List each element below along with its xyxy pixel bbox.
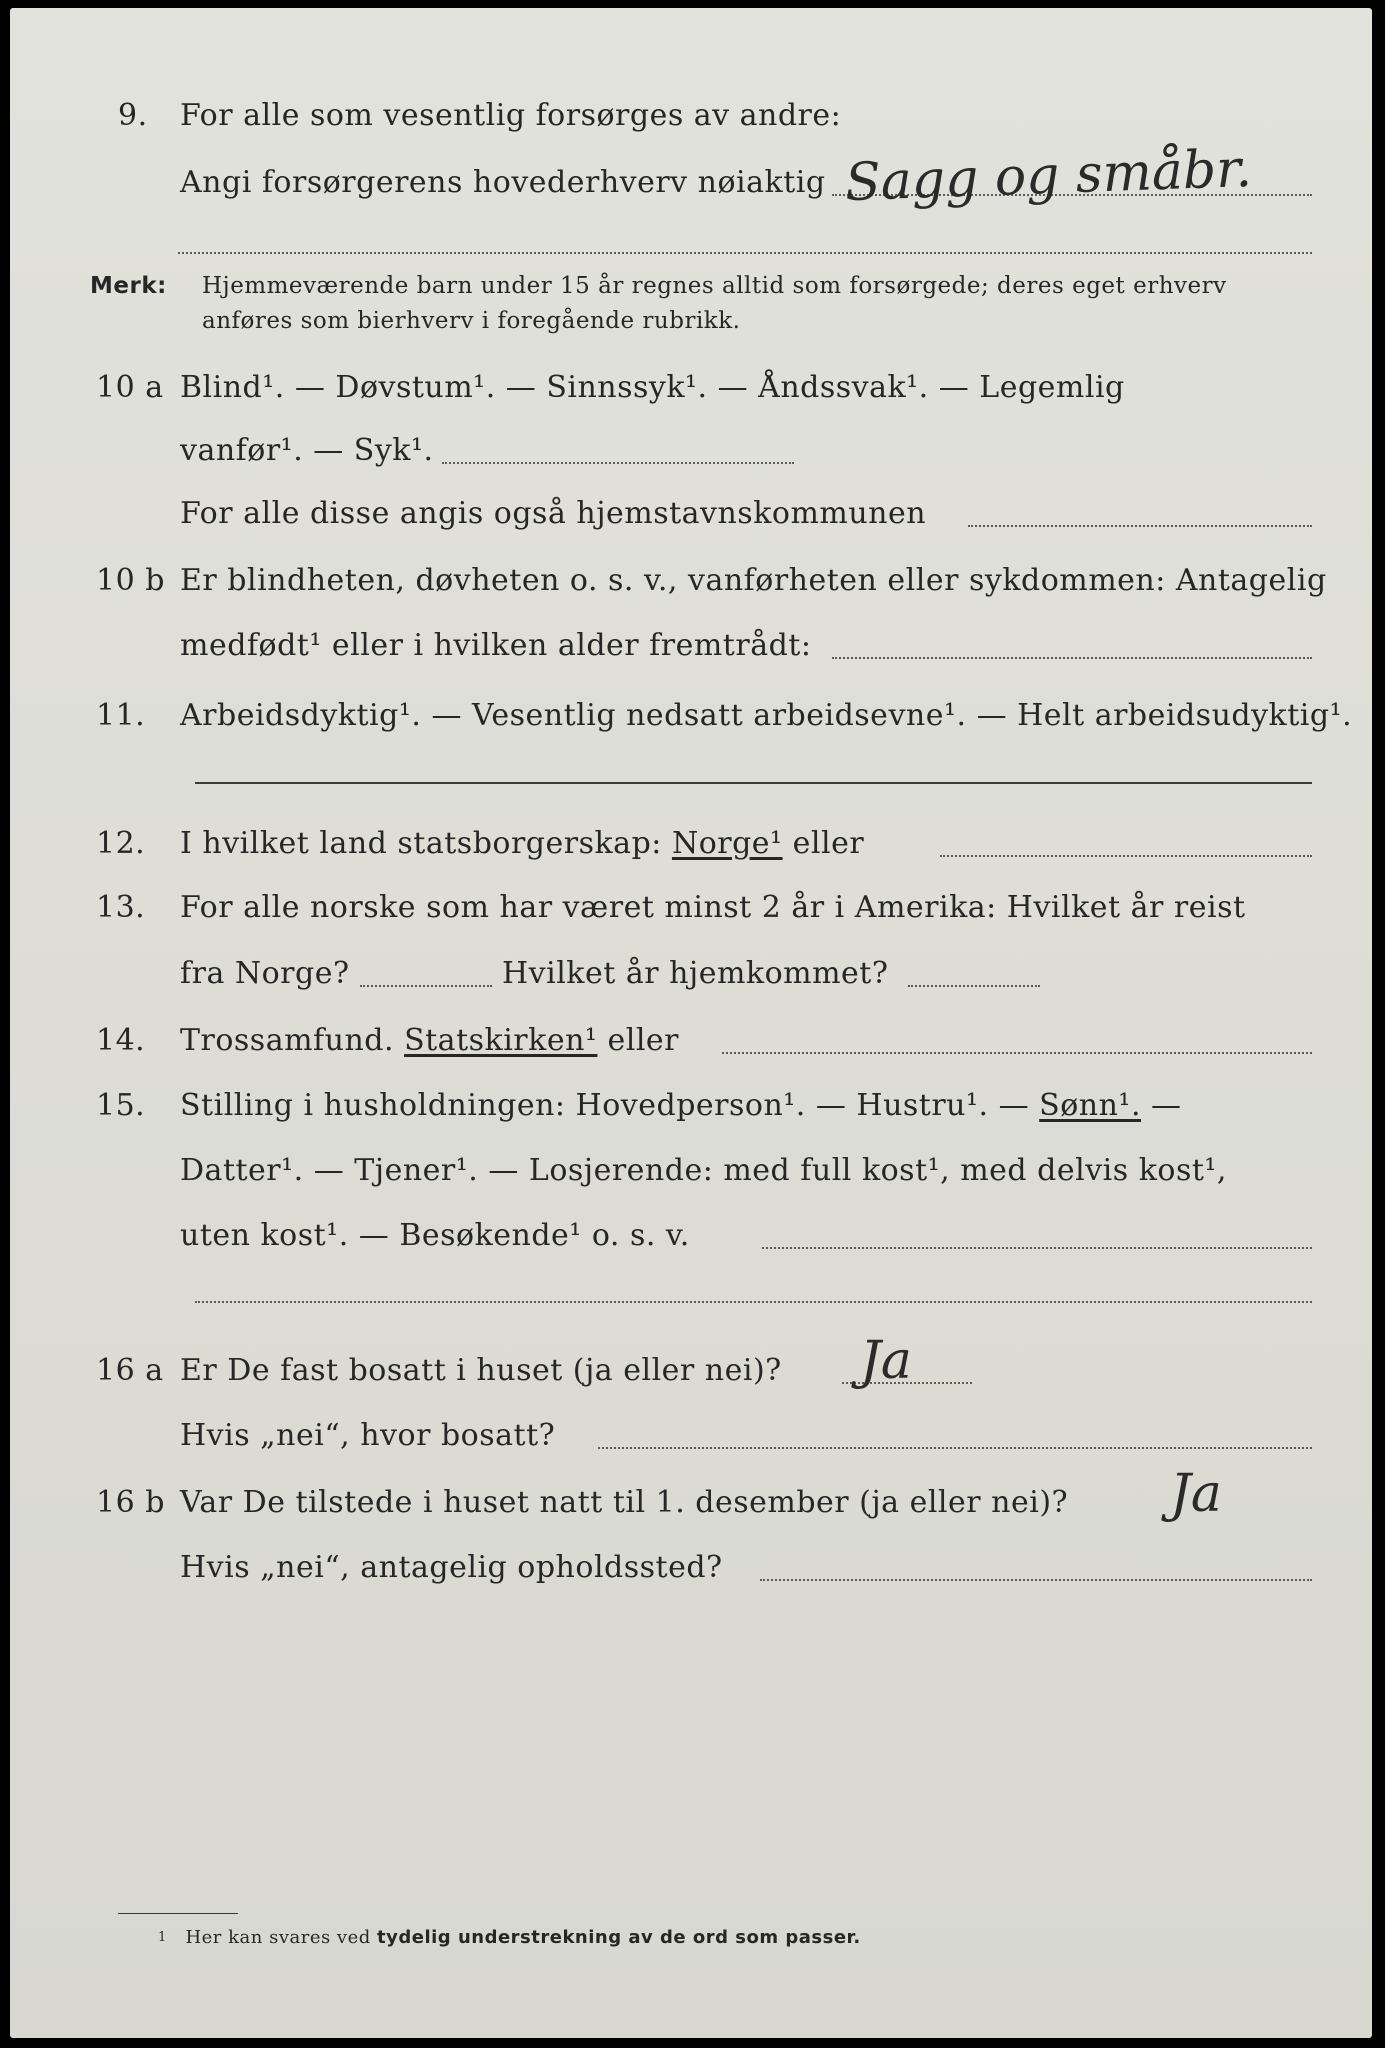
footnote-text-plain: Her kan svares ved [185,1927,371,1948]
q16b-line1: Var De tilstede i huset natt til 1. desember (ja eller nei)? [180,1485,1069,1520]
q9-number: 9. [118,98,148,133]
q12-suffix: eller [792,826,865,861]
q10a-hjemstavn-line [968,525,1312,527]
q15-line3: uten kost¹. — Besøkende¹ o. s. v. [180,1218,690,1253]
q14-number: 14. [96,1023,146,1058]
q15-underlined-answer: Sønn¹. [1039,1088,1141,1123]
paper-sheet [10,8,1372,2038]
q12-underlined-answer: Norge¹ [671,826,783,861]
section-divider-2 [195,1301,1312,1303]
q9-line2: Angi forsørgerens hovederhverv nøiaktig [180,165,826,200]
q10a-syk-line [442,462,794,464]
q12-line [180,826,864,862]
footnote [158,1926,861,1950]
q10b-line1: Er blindheten, døvheten o. s. v., vanførheten eller sykdommen: Antagelig [180,563,1327,598]
q9-extra-line [178,252,1312,254]
q13-number: 13. [96,890,146,925]
q16a-number: 16 a [96,1353,164,1388]
q15-line1-prefix: Stilling i husholdningen: Hovedperson¹. — Hustru¹. — [180,1088,1030,1123]
q12-number: 12. [96,826,146,861]
q13-reist-line [360,985,492,987]
q12-prefix: I hvilket land statsborgerskap: [180,826,662,861]
q10a-line1: Blind¹. — Døvstum¹. — Sinnssyk¹. — Åndssvak¹. — Legemlig [180,370,1125,405]
q16a-handwritten-answer: Ja [860,1331,912,1391]
footnote-rule [118,1913,238,1914]
q16b-number: 16 b [96,1485,165,1520]
q16a-bosatt-line [598,1447,1312,1449]
q13-line2b: Hvilket år hjemkommet? [502,956,889,991]
q11-number: 11. [96,698,146,733]
section-divider-1 [195,782,1312,784]
merk-line2: anføres som bierhverv i foregående rubrikk. [202,308,741,334]
q9-handwritten-answer: Sagg og småbr. [844,138,1253,214]
q16a-line1: Er De fast bosatt i huset (ja eller nei)? [180,1353,782,1388]
footnote-mark: 1 [158,1930,167,1945]
q10b-number: 10 b [96,563,165,598]
q10b-line2: medfødt¹ eller i hvilken alder fremtrådt: [180,628,812,663]
q9-line1: For alle som vesentlig forsørges av andre: [180,98,842,133]
q14-underlined-answer: Statskirken¹ [404,1023,598,1058]
footnote-text-bold: tydelig understrekning av de ord som passer. [377,1927,861,1948]
q15-line1 [180,1088,1182,1124]
q13-hjemkommet-line [908,985,1040,987]
q11-line1: Arbeidsdyktig¹. — Vesentlig nedsatt arbeidsevne¹. — Helt arbeidsudyktig¹. [180,698,1353,733]
q10a-number: 10 a [96,370,164,405]
q16a-line2: Hvis „nei“, hvor bosatt? [180,1418,556,1453]
q16b-opholdssted-line [760,1579,1312,1581]
q16b-line2: Hvis „nei“, antagelig opholdssted? [180,1550,723,1585]
q14-suffix: eller [607,1023,680,1058]
q15-line2: Datter¹. — Tjener¹. — Losjerende: med full kost¹, med delvis kost¹, [180,1153,1227,1188]
q15-number: 15. [96,1088,146,1123]
q10a-line2: vanfør¹. — Syk¹. [180,433,434,468]
q15-line1-suffix: — [1151,1088,1182,1123]
q13-line1: For alle norske som har været minst 2 år i Amerika: Hvilket år reist [180,890,1246,925]
q16b-handwritten-answer: Ja [1170,1464,1222,1524]
q14-line [180,1023,679,1059]
merk-label: Merk: [90,273,167,299]
q14-prefix: Trossamfund. [180,1023,395,1058]
q13-line2a: fra Norge? [180,956,350,991]
q10a-line3: For alle disse angis også hjemstavnskommunen [180,496,927,531]
merk-line1: Hjemmeværende barn under 15 år regnes alltid som forsørgede; deres eget erhverv [202,273,1227,299]
q15-answer-line [762,1247,1312,1249]
q10b-alder-line [832,657,1312,659]
q12-answer-line [940,855,1312,857]
q14-answer-line [722,1052,1312,1054]
